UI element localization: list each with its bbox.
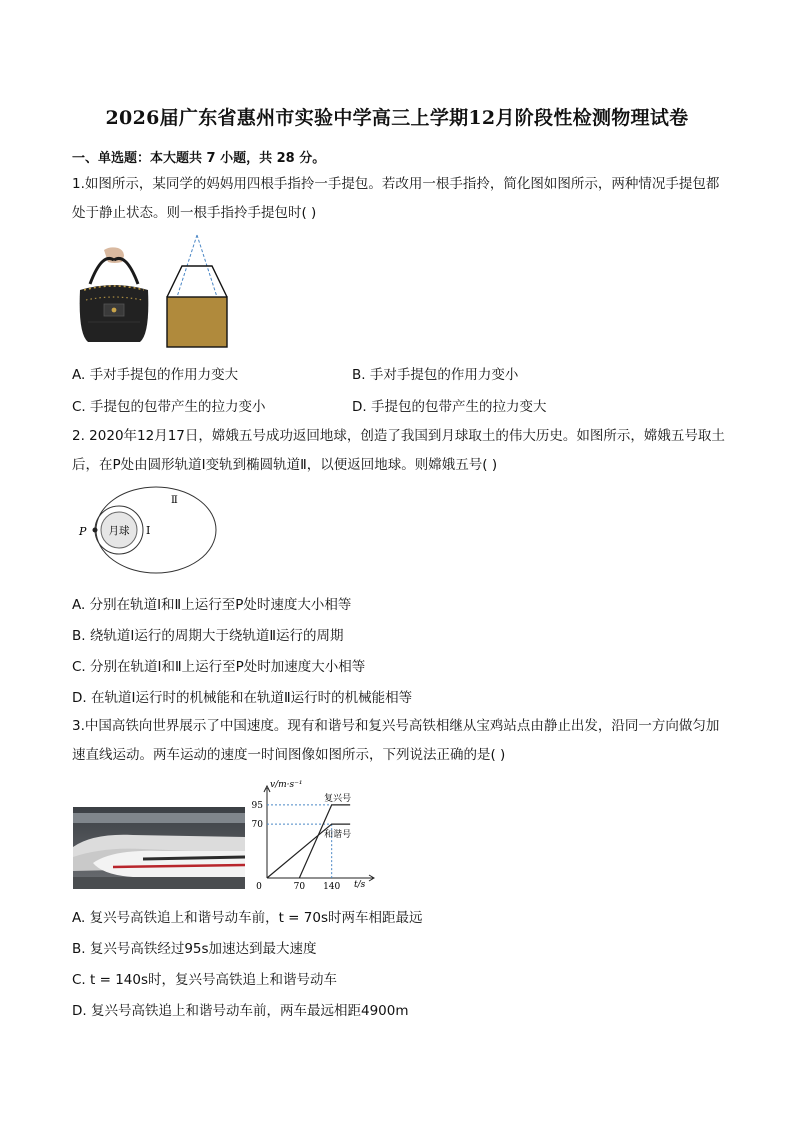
question-3-stem: 3.中国高铁向世界展示了中国速度。现有和谐号和复兴号高铁相继从宝鸡站点由静止出发，沿同一方向做匀加速直线运动。两车运动的速度一时间图像如图所示，下列说法正确的是( ) bbox=[72, 718, 720, 763]
q2-option-a[interactable]: A. 分别在轨道Ⅰ和Ⅱ上运行至P处时速度大小相等 bbox=[72, 597, 352, 613]
question-1-stem: 1.如图所示，某同学的妈妈用四根手指拎一手提包。若改用一根手指拎，简化图如图所示，两种情况手提包都处于静止状态。则一根手指拎手提包时( ) bbox=[72, 176, 720, 221]
q2-option-d[interactable]: D. 在轨道Ⅰ运行时的机械能和在轨道Ⅱ运行时的机械能相等 bbox=[72, 690, 413, 706]
series-label-1: 复兴号 bbox=[324, 793, 352, 804]
q2-option-b[interactable]: B. 绕轨道Ⅰ运行的周期大于绕轨道Ⅱ运行的周期 bbox=[72, 628, 344, 644]
q1-option-a[interactable]: A. 手对手提包的作用力变大 bbox=[72, 367, 239, 383]
page-title: 2026届广东省惠州市实验中学高三上学期12月阶段性检测物理试卷 bbox=[105, 107, 689, 129]
series-line-1 bbox=[299, 805, 350, 878]
question-2-stem: 2. 2020年12月17日，嫦娥五号成功返回地球，创造了我国到月球取土的伟大历史。如图所示，嫦娥五号取土后，在P处由圆形轨道Ⅰ变轨到椭圆轨道Ⅱ，以便返回地球。则嫦娥五号( ) bbox=[72, 428, 725, 473]
y-tick-label-95: 95 bbox=[251, 800, 263, 811]
series-label-2: 和谐号 bbox=[324, 830, 352, 841]
bag-diagram bbox=[160, 233, 235, 351]
y-axis-label: v/m·s⁻¹ bbox=[270, 780, 303, 790]
orbit1-label: Ⅰ bbox=[146, 524, 151, 537]
x-tick-label-0: 0 bbox=[256, 882, 262, 892]
section-heading: 一、单选题：本大题共 7 小题，共 28 分。 bbox=[72, 151, 326, 166]
x-axis-label: t/s bbox=[354, 880, 366, 890]
orbit-diagram bbox=[74, 484, 219, 576]
bag-strap bbox=[167, 266, 227, 297]
train-photo bbox=[73, 807, 245, 889]
y-tick-label-70: 70 bbox=[251, 820, 263, 831]
moon-label: 月球 bbox=[108, 525, 130, 537]
handbag-photo bbox=[74, 244, 154, 349]
point-p-label: P bbox=[79, 525, 87, 538]
x-tick-label-70: 70 bbox=[293, 882, 306, 892]
q3-option-a[interactable]: A. 复兴号高铁追上和谐号动车前，t = 70s时两车相距最远 bbox=[72, 910, 423, 926]
q3-option-c[interactable]: C. t = 140s时，复兴号高铁追上和谐号动车 bbox=[72, 972, 337, 988]
x-tick-label-140: 140 bbox=[323, 882, 341, 892]
q1-option-d[interactable]: D. 手提包的包带产生的拉力变大 bbox=[352, 399, 547, 415]
velocity-time-chart bbox=[250, 774, 380, 892]
q1-option-c[interactable]: C. 手提包的包带产生的拉力变小 bbox=[72, 399, 266, 415]
q1-option-b[interactable]: B. 手对手提包的作用力变小 bbox=[352, 367, 519, 383]
q3-option-b[interactable]: B. 复兴号高铁经过95s加速达到最大速度 bbox=[72, 941, 317, 957]
orbit2-label: Ⅱ bbox=[171, 495, 178, 506]
q2-option-c[interactable]: C. 分别在轨道Ⅰ和Ⅱ上运行至P处时加速度大小相等 bbox=[72, 659, 366, 675]
q3-option-d[interactable]: D. 复兴号高铁追上和谐号动车前，两车最远相距4900m bbox=[72, 1003, 409, 1019]
point-p bbox=[93, 528, 98, 533]
bag-body bbox=[167, 297, 227, 347]
